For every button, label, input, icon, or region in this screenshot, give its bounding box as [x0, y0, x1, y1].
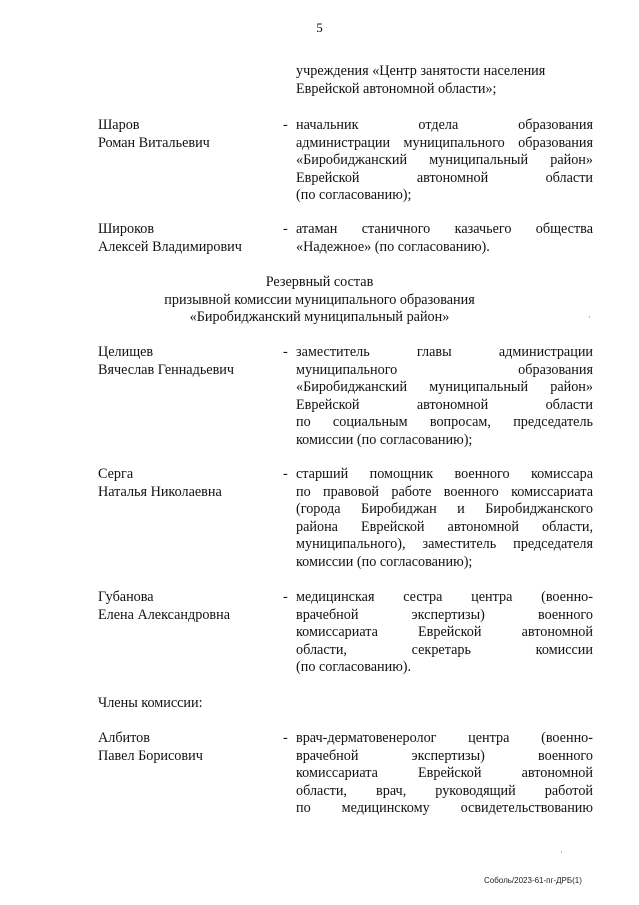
list-dash: - [283, 589, 288, 605]
member-name-gubanova [98, 589, 230, 624]
list-dash: - [283, 117, 288, 133]
heading-line: Резервный состав [265, 274, 374, 290]
text-line: «Надежное» (по согласованию). [296, 238, 490, 255]
text-line: (города Биробиджан и Биробиджанского [296, 501, 593, 518]
text-line: района Еврейской автономной области, [296, 518, 593, 535]
member-position-serga [296, 466, 593, 572]
member-given-name: Наталья Николаевна [98, 483, 222, 500]
scan-dot: · [560, 847, 563, 857]
member-surname: Широков [98, 221, 155, 237]
text-line: Еврейской автономной области»; [296, 80, 497, 97]
list-dash: - [283, 466, 288, 482]
text-line: области, секретарь комиссии [296, 641, 593, 658]
text-line: комиссии (по согласованию); [296, 553, 473, 570]
text-line: комиссариата Еврейской автономной [296, 765, 593, 782]
member-name-serga [98, 466, 222, 501]
member-surname: Серга [98, 466, 134, 482]
member-name-shirokov [98, 221, 242, 256]
member-given-name: Елена Александровна [98, 606, 230, 623]
text-line: врач-дерматовенеролог центра (военно- [296, 730, 593, 746]
top-continuation [296, 63, 593, 98]
text-line: Еврейской автономной области [296, 169, 593, 186]
text-line: по правовой работе военного комиссариата [296, 483, 593, 500]
member-name-albitov [98, 730, 203, 765]
member-given-name: Роман Витальевич [98, 134, 210, 151]
member-given-name: Павел Борисович [98, 747, 203, 764]
member-surname: Губанова [98, 589, 154, 605]
member-position-gubanova [296, 589, 593, 677]
member-surname: Шаров [98, 117, 140, 133]
member-name-sharov [98, 117, 210, 152]
member-position-shirokov [296, 221, 593, 256]
text-line: комиссариата Еврейской автономной [296, 624, 593, 641]
text-line: «Биробиджанский муниципальный район» [296, 379, 593, 396]
text-line: муниципального), заместитель председателя [296, 536, 593, 553]
text-line: по медицинскому освидетельствованию [296, 800, 593, 817]
text-line: по социальным вопросам, председатель [296, 414, 593, 431]
heading-line: призывной комиссии муниципального образования [164, 291, 475, 308]
heading-line: «Биробиджанский муниципальный район» [189, 309, 450, 326]
reserve-heading [0, 274, 639, 327]
text-line: врачебной экспертизы) военного [296, 747, 593, 764]
list-dash: - [283, 221, 288, 237]
text-line: (по согласованию). [296, 659, 412, 676]
scan-dot: · [588, 312, 591, 322]
page-number: 5 [316, 20, 323, 35]
text-line: заместитель главы администрации [296, 344, 593, 360]
members-heading: Члены комиссии: [98, 695, 203, 711]
text-line: (по согласованию); [296, 187, 412, 204]
text-line: Еврейской автономной области [296, 396, 593, 413]
member-position-albitov [296, 730, 593, 818]
member-given-name: Алексей Владимирович [98, 238, 242, 255]
text-line: области, врач, руководящий работой [296, 782, 593, 799]
text-line: старший помощник военного комиссара [296, 466, 593, 482]
text-line: медицинская сестра центра (военно- [296, 589, 593, 605]
member-surname: Албитов [98, 730, 150, 746]
text-line: «Биробиджанский муниципальный район» [296, 152, 593, 169]
document-footer-code: Соболь/2023-61-пг-ДРБ(1) [484, 876, 582, 885]
text-line: врачебной экспертизы) военного [296, 606, 593, 623]
member-position-tselishchev [296, 344, 593, 450]
member-surname: Целищев [98, 344, 154, 360]
text-line: атаман станичного казачьего общества [296, 221, 593, 237]
text-line: муниципального образования [296, 361, 593, 378]
member-position-sharov [296, 117, 593, 205]
text-line: комиссии (по согласованию); [296, 431, 473, 448]
member-given-name: Вячеслав Геннадьевич [98, 361, 235, 378]
text-line: администрации муниципального образования [296, 134, 593, 151]
list-dash: - [283, 344, 288, 360]
member-name-tselishchev [98, 344, 234, 379]
list-dash: - [283, 730, 288, 746]
text-line: учреждения «Центр занятости населения [296, 63, 546, 79]
text-line: начальник отдела образования [296, 117, 593, 133]
